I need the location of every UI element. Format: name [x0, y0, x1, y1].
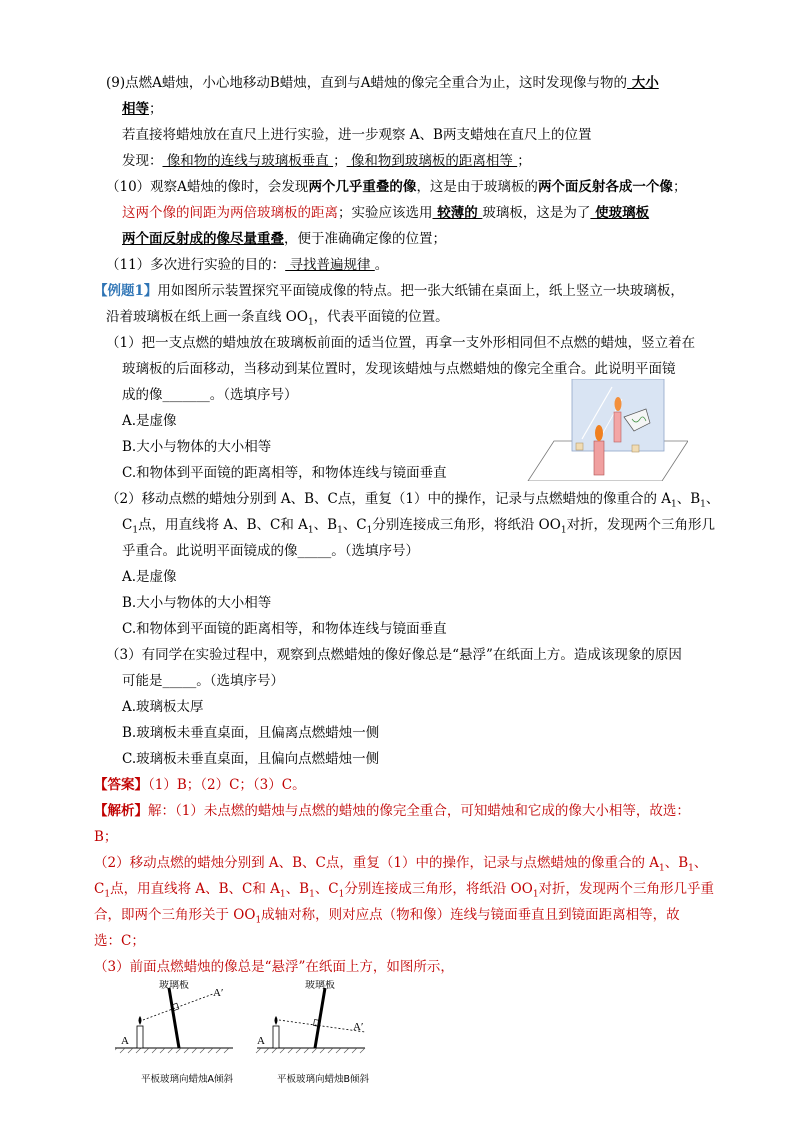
subscript: 1: [671, 499, 677, 510]
left-diagram: [115, 980, 233, 1085]
p3-option-a: A.玻璃板太厚: [122, 699, 204, 715]
p1-option-c: C.和物体到平面镜的距离相等，和物体连线与镜面垂直: [122, 465, 447, 481]
q9-punct2: ；: [333, 153, 347, 169]
q9-found-label: 发现：: [122, 153, 163, 169]
subscript: 1: [700, 499, 706, 510]
q9-line2: [122, 99, 163, 119]
subscript: 1: [104, 889, 111, 900]
glass-plate: [315, 988, 325, 1048]
p2-text: 分别连接成三角形，将纸沿 OO: [372, 517, 561, 533]
p2-text: C: [122, 517, 133, 533]
analysis-text: 、B: [285, 881, 310, 897]
p3-line1: （3）有同学在实验过程中，观察到点燃蜡烛的像好像总是“悬浮”在纸面上方。造成该现象的原因: [106, 647, 682, 663]
p1-line1: （1）把一支点燃的蜡烛放在玻璃板前面的适当位置，再拿一支外形相同但不点燃的蜡烛，竖立着在: [106, 335, 696, 351]
q10-text: （10）观察A蜡烛的像时，会发现: [106, 179, 309, 195]
q9-answer-1-cont: 相等: [122, 101, 149, 117]
subscript: 1: [279, 889, 286, 900]
right-diagram: [256, 980, 370, 1085]
subscript: 1: [132, 525, 139, 536]
p3-line2: 可能是_____。（选填序号）: [122, 673, 284, 689]
candle-a: [137, 1026, 143, 1048]
p1-line2: 玻璃板的后面移动，当移动到某位置时，发现该蜡烛与点燃蜡烛的像完全重合。此说明平面镜: [122, 361, 676, 377]
q9-line4: [122, 151, 531, 171]
analysis-text: 点，用直线将 A、B、C和 A: [110, 881, 280, 897]
analysis-text: 合，即两个三角形关于 OO: [94, 907, 256, 923]
flame-icon: [139, 1016, 142, 1025]
right-caption: 平板玻璃向蜡烛B倾斜: [277, 1074, 370, 1085]
p2-text: 、C: [342, 517, 367, 533]
q9-answer-3: 像和物到玻璃板的距离相等: [346, 153, 518, 169]
p2-text: 点，用直线将 A、B、C和 A: [138, 517, 308, 533]
q10-text5: ，便于准确确定像的位置；: [284, 231, 446, 247]
image-flame: [615, 397, 622, 411]
analysis-line2: B；: [94, 829, 118, 845]
candle-a: [273, 1026, 279, 1048]
analysis-text: （2）移动点燃的蜡烛分别到 A、B、C点，重复（1）中的操作，记录与点燃蜡烛的像重合的 A: [94, 855, 660, 871]
p2-option-c: C.和物体到平面镜的距离相等，和物体连线与镜面垂直: [122, 621, 447, 637]
analysis-text: 、: [693, 855, 708, 871]
example-text2: 沿着玻璃板在纸上画一条直线 OO: [106, 309, 308, 325]
ground-hatching: [256, 1048, 365, 1053]
glass-plate: [169, 988, 179, 1048]
p3-option-b: B.玻璃板未垂直桌面，且偏离点燃蜡烛一侧: [122, 725, 380, 741]
q10-text4: 玻璃板，这是为了: [482, 205, 591, 221]
subscript: 1: [366, 525, 373, 536]
analysis-line7: （3）前面点燃蜡烛的像总是“悬浮”在纸面上方，如图所示，: [94, 959, 454, 975]
image-label: A′: [353, 1021, 364, 1033]
q9-text: (9)点燃A蜡烛，小心地移动B蜡烛，直到与A蜡烛的像完全重合为止，这时发现像与物的: [106, 75, 628, 91]
p2-text: 、B: [676, 491, 701, 507]
q9-line1: [106, 73, 659, 93]
p2-text: （2）移动点燃的蜡烛分别到 A、B、C点，重复（1）中的操作，记录与点燃蜡烛的像重合的 A: [106, 491, 672, 507]
subscript: 1: [255, 915, 262, 926]
glass-label: 玻璃板: [305, 980, 335, 991]
p2-text: 、B: [313, 517, 338, 533]
p1-option-a: A.是虚像: [122, 413, 177, 429]
object-label: A: [257, 1035, 265, 1047]
example-text3: ，代表平面镜的位置。: [313, 309, 449, 325]
flame: [595, 425, 603, 441]
example-line2: [106, 307, 449, 327]
example-tag: 【例题1】: [94, 283, 158, 299]
unlit-candle: [614, 412, 621, 442]
example-text: 用如图所示装置探究平面镜成像的特点。把一张大纸铺在桌面上，纸上竖立一块玻璃板，: [157, 283, 684, 299]
answer-tag: 【答案】: [94, 777, 148, 793]
q9-answer-1: 大小: [627, 75, 659, 91]
subscript: 1: [309, 889, 315, 900]
q10-line2: [122, 203, 649, 223]
lit-candle: [594, 441, 604, 475]
q10-line3: [122, 229, 446, 249]
analysis-tag: 【解析】: [94, 803, 148, 819]
analysis-text: 、B: [664, 855, 689, 871]
p2-option-b: B.大小与物体的大小相等: [122, 595, 272, 611]
subscript: 1: [532, 889, 539, 900]
q10-text3: ；实验应该选用: [338, 205, 433, 221]
subscript: 1: [307, 317, 314, 328]
p1-option-b: B.大小与物体的大小相等: [122, 439, 272, 455]
q10-emph2: 两个面反射各成一个像: [537, 179, 673, 195]
example-line1: [94, 281, 684, 301]
analysis-text: 解：（1）未点燃的蜡烛与点燃的蜡烛的像完全重合，可知蜡烛和它成的像大小相等，故选：: [148, 803, 690, 819]
q11-text: （11）多次进行实验的目的：: [106, 257, 286, 273]
q9-punct: ；: [149, 101, 163, 117]
q9-punct3: ；: [517, 153, 531, 169]
analysis-line6: 选：C；: [94, 933, 145, 949]
experiment-figure: [524, 379, 688, 481]
subscript: 1: [659, 863, 665, 874]
analysis-line5: [94, 905, 680, 925]
analysis-line1: [94, 801, 690, 821]
p2-text: 、: [705, 491, 720, 507]
q11-answer: 寻找普遍规律: [285, 257, 375, 273]
p3-option-c: C.玻璃板未垂直桌面，且偏向点燃蜡烛一侧: [122, 751, 380, 767]
block: [632, 445, 639, 452]
analysis-text: 、C: [314, 881, 339, 897]
subscript: 1: [337, 525, 343, 536]
ground-hatching: [115, 1048, 229, 1053]
analysis-line3: [94, 853, 707, 873]
q10-answer-2-cont: 两个面反射成的像尽量重叠: [122, 231, 284, 247]
q10-answer-2: 使玻璃板: [590, 205, 650, 221]
flame-icon: [275, 1016, 278, 1025]
q10-emph1: 两个几乎重叠的像: [308, 179, 417, 195]
tilt-diagram: [115, 980, 370, 1085]
block: [576, 443, 583, 450]
image-label: A′: [213, 987, 224, 999]
glass-label: 玻璃板: [159, 980, 189, 991]
q10-punct: ；: [672, 179, 687, 195]
q11-punct: 。: [374, 257, 389, 273]
p2-option-a: A.是虚像: [122, 569, 177, 585]
q10-text2: ，这是由于玻璃板的: [416, 179, 538, 195]
q10-red-text: 这两个像的间距为两倍玻璃板的距离: [122, 205, 338, 221]
answer-text: （1）B；（2）C；（3）C。: [148, 777, 306, 793]
analysis-text: C: [94, 881, 105, 897]
q10-answer-1: 较薄的: [432, 205, 483, 221]
p2-line2: [122, 515, 715, 535]
subscript: 1: [560, 525, 567, 536]
p2-text: 对折，发现两个三角形几: [566, 517, 716, 533]
object-label: A: [121, 1035, 129, 1047]
q11-line: [106, 255, 388, 275]
left-caption: 平板玻璃向蜡烛A倾斜: [141, 1074, 233, 1085]
subscript: 1: [307, 525, 314, 536]
subscript: 1: [688, 863, 694, 874]
analysis-text: 对折，发现两个三角形几乎重: [538, 881, 715, 897]
analysis-text: 分别连接成三角形，将纸沿 OO: [344, 881, 533, 897]
q10-line1: [106, 177, 686, 197]
q9-line3: 若直接将蜡烛放在直尺上进行实验，进一步观察 A、B两支蜡烛在直尺上的位置: [122, 127, 592, 143]
analysis-line4: [94, 879, 714, 899]
q9-answer-2: 像和物的连线与玻璃板垂直: [162, 153, 334, 169]
p2-line3: 乎重合。此说明平面镜成的像_____。（选填序号）: [122, 543, 419, 559]
answer-line: [94, 775, 306, 795]
analysis-text: 成轴对称，则对应点（物和像）连线与镜面垂直且到镜面距离相等，故: [261, 907, 680, 923]
p2-line1: [106, 489, 719, 509]
p1-line3: 成的像_______。（选填序号）: [122, 387, 298, 403]
subscript: 1: [338, 889, 345, 900]
